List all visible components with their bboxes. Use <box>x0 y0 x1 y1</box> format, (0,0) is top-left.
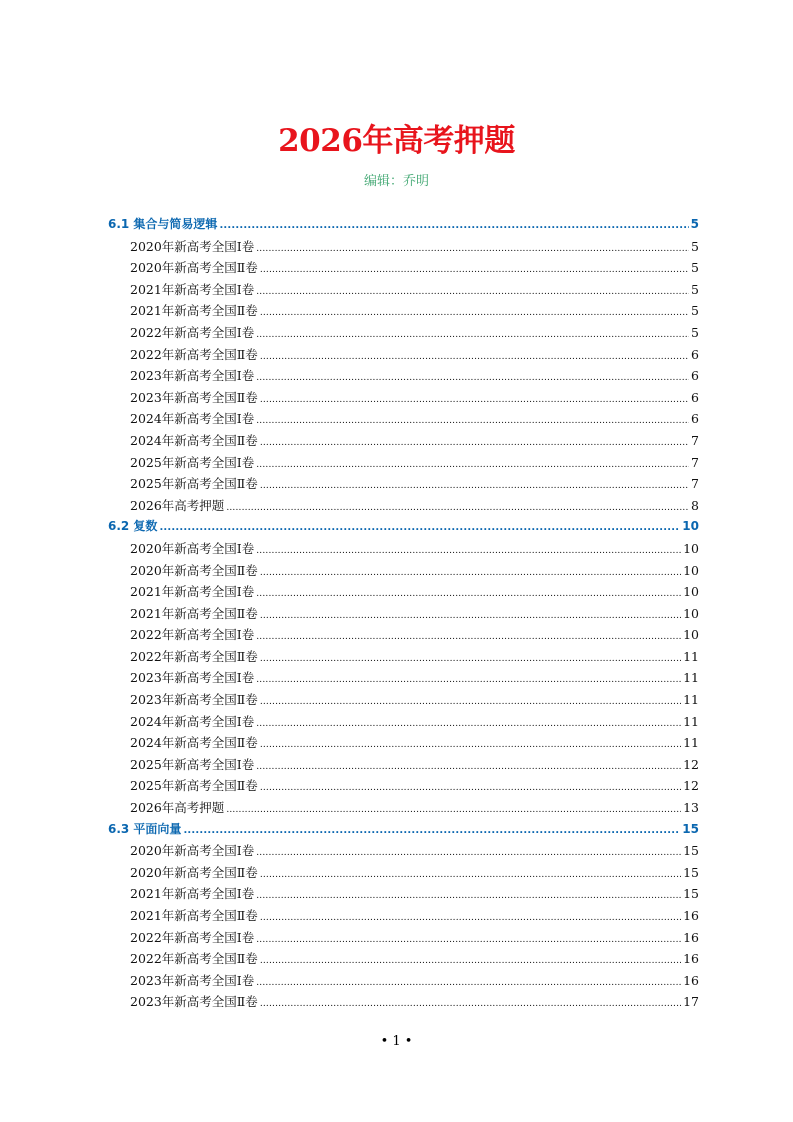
toc-page-number: 5 <box>691 238 699 254</box>
toc-page-number: 15 <box>683 864 699 880</box>
toc-label: 6.3 平面向量 <box>108 821 182 836</box>
toc-page-number: 12 <box>683 756 699 772</box>
toc-label: 2021年新高考全国Ⅱ卷 <box>130 908 258 923</box>
toc-section-link[interactable] <box>108 516 699 538</box>
toc-dot-leader <box>256 670 681 692</box>
toc-label: 2022年新高考全国Ⅰ卷 <box>130 627 255 643</box>
toc-dot-leader <box>256 239 689 261</box>
toc-label: 2024年新高考全国Ⅱ卷 <box>130 432 258 448</box>
toc-label: 2026年高考押题 <box>130 800 225 816</box>
toc-dot-leader <box>219 215 688 237</box>
toc-entry-link[interactable] <box>108 862 699 884</box>
toc-entry-link[interactable] <box>108 689 699 711</box>
toc-page-number: 15 <box>683 886 699 902</box>
toc-entry-link[interactable] <box>108 300 699 322</box>
toc-entry-link[interactable] <box>108 667 699 689</box>
toc-dot-leader <box>256 325 689 347</box>
toc-dot-leader <box>260 433 689 455</box>
toc-dot-leader <box>260 390 689 412</box>
editor-credit: 编辑：乔明 <box>363 174 429 189</box>
toc-entry-link[interactable] <box>108 430 699 452</box>
toc-page-number: 16 <box>683 972 699 988</box>
toc-page-number: 5 <box>690 217 699 231</box>
toc-label: 2023年新高考全国Ⅰ卷 <box>130 972 255 988</box>
toc-entry-link[interactable] <box>108 344 699 366</box>
toc-entry-link[interactable] <box>108 970 699 992</box>
toc-entry-link[interactable] <box>108 646 699 668</box>
toc-page-number: 15 <box>683 843 699 859</box>
toc-label: 2020年新高考全国Ⅰ卷 <box>130 540 255 556</box>
toc-dot-leader <box>260 908 681 930</box>
toc-dot-leader <box>260 994 681 1016</box>
toc-entry-link[interactable] <box>108 236 699 258</box>
toc-page-number: 10 <box>683 540 699 556</box>
toc-label: 2024年新高考全国Ⅱ卷 <box>130 735 258 751</box>
toc-entry-link[interactable] <box>108 322 699 344</box>
toc-dot-leader <box>260 649 681 671</box>
toc-entry-link[interactable] <box>108 797 699 819</box>
table-of-contents <box>108 214 699 1013</box>
toc-page-number: 10 <box>683 627 699 643</box>
toc-label: 2021年新高考全国Ⅱ卷 <box>130 605 258 621</box>
toc-section-link[interactable] <box>108 214 699 236</box>
toc-dot-leader <box>260 347 689 369</box>
toc-dot-leader <box>256 455 689 477</box>
toc-page-number: 16 <box>683 929 699 945</box>
toc-label: 2022年新高考全国Ⅱ卷 <box>130 648 258 664</box>
toc-entry-link[interactable] <box>108 408 699 430</box>
toc-entry-link[interactable] <box>108 473 699 495</box>
toc-entry-link[interactable] <box>108 538 699 560</box>
toc-entry-link[interactable] <box>108 560 699 582</box>
toc-dot-leader <box>256 541 681 563</box>
toc-page-number: 10 <box>683 584 699 600</box>
toc-page-number: 10 <box>683 562 699 578</box>
toc-entry-link[interactable] <box>108 365 699 387</box>
toc-page-number: 16 <box>683 951 699 967</box>
toc-label: 2020年新高考全国Ⅱ卷 <box>130 864 258 880</box>
toc-label: 2025年新高考全国Ⅱ卷 <box>130 476 258 492</box>
toc-page-number: 11 <box>683 692 699 708</box>
toc-dot-leader <box>260 260 689 282</box>
page-number: • 1 • <box>380 1034 413 1049</box>
toc-entry-link[interactable] <box>108 257 699 279</box>
toc-label: 2020年新高考全国Ⅱ卷 <box>130 562 258 578</box>
toc-dot-leader <box>256 886 681 908</box>
toc-dot-leader <box>260 692 681 714</box>
toc-page-number: 15 <box>682 821 699 836</box>
toc-label: 2022年新高考全国Ⅱ卷 <box>130 951 258 967</box>
toc-page-number: 7 <box>691 454 699 470</box>
toc-page-number: 6 <box>691 346 699 362</box>
toc-page-number: 16 <box>683 908 699 923</box>
toc-entry-link[interactable] <box>108 387 699 409</box>
toc-entry-link[interactable] <box>108 711 699 733</box>
toc-label: 2021年新高考全国Ⅰ卷 <box>130 584 255 600</box>
toc-page-number: 13 <box>683 800 699 816</box>
toc-page-number: 11 <box>683 735 699 751</box>
toc-label: 6.1 集合与简易逻辑 <box>108 217 218 231</box>
toc-label: 2022年新高考全国Ⅰ卷 <box>130 929 255 945</box>
toc-page-number: 6 <box>691 389 699 405</box>
toc-page-number: 10 <box>682 519 699 534</box>
toc-label: 2023年新高考全国Ⅱ卷 <box>130 389 258 405</box>
toc-dot-leader <box>260 735 681 757</box>
toc-page-number: 8 <box>691 497 699 513</box>
toc-dot-leader <box>256 584 681 606</box>
toc-label: 2026年高考押题 <box>130 497 225 513</box>
toc-label: 2024年新高考全国Ⅰ卷 <box>130 713 255 729</box>
toc-label: 6.2 复数 <box>108 519 158 534</box>
toc-page-number: 11 <box>683 648 699 664</box>
toc-dot-leader <box>226 498 689 520</box>
toc-label: 2025年新高考全国Ⅰ卷 <box>130 454 255 470</box>
toc-dot-leader <box>256 973 681 995</box>
toc-page-number: 12 <box>683 778 699 794</box>
toc-label: 2021年新高考全国Ⅱ卷 <box>130 303 258 319</box>
toc-page-number: 6 <box>691 411 699 427</box>
toc-label: 2023年新高考全国Ⅱ卷 <box>130 692 258 708</box>
toc-dot-leader <box>256 627 681 649</box>
toc-page-number: 5 <box>691 281 699 297</box>
toc-dot-leader <box>260 951 681 973</box>
toc-dot-leader <box>226 800 681 822</box>
toc-entry-link[interactable] <box>108 991 699 1013</box>
toc-page-number: 11 <box>683 670 699 686</box>
toc-label: 2022年新高考全国Ⅱ卷 <box>130 346 258 362</box>
toc-page-number: 11 <box>683 713 699 729</box>
toc-entry-link[interactable] <box>108 495 699 517</box>
toc-page-number: 7 <box>691 476 699 492</box>
toc-dot-leader <box>260 606 681 628</box>
toc-page-number: 5 <box>691 260 699 276</box>
toc-dot-leader <box>260 865 681 887</box>
toc-entry-link[interactable] <box>108 279 699 301</box>
toc-label: 2023年新高考全国Ⅱ卷 <box>130 994 258 1010</box>
toc-dot-leader <box>256 411 689 433</box>
toc-page-number: 6 <box>691 368 699 384</box>
document-title: 2026年高考押题 <box>278 123 515 159</box>
toc-section-link[interactable] <box>108 819 699 841</box>
toc-entry-link[interactable] <box>108 581 699 603</box>
toc-dot-leader <box>183 820 680 842</box>
toc-dot-leader <box>256 282 689 304</box>
toc-dot-leader <box>256 843 681 865</box>
toc-dot-leader <box>260 476 689 498</box>
toc-label: 2025年新高考全国Ⅱ卷 <box>130 778 258 794</box>
toc-dot-leader <box>256 714 681 736</box>
toc-entry-link[interactable] <box>108 624 699 646</box>
toc-page-number: 7 <box>691 432 699 448</box>
toc-dot-leader <box>256 368 689 390</box>
toc-entry-link[interactable] <box>108 905 699 927</box>
toc-label: 2020年新高考全国Ⅱ卷 <box>130 260 258 276</box>
toc-label: 2023年新高考全国Ⅰ卷 <box>130 368 255 384</box>
toc-dot-leader <box>260 778 681 800</box>
toc-label: 2020年新高考全国Ⅰ卷 <box>130 238 255 254</box>
toc-label: 2025年新高考全国Ⅰ卷 <box>130 756 255 772</box>
toc-dot-leader <box>159 517 680 539</box>
toc-dot-leader <box>260 303 689 325</box>
toc-label: 2021年新高考全国Ⅰ卷 <box>130 886 255 902</box>
toc-page-number: 5 <box>691 303 699 319</box>
toc-label: 2020年新高考全国Ⅰ卷 <box>130 843 255 859</box>
toc-entry-link[interactable] <box>108 603 699 625</box>
toc-entry-link[interactable] <box>108 452 699 474</box>
toc-dot-leader <box>256 930 681 952</box>
toc-entry-link[interactable] <box>108 948 699 970</box>
toc-entry-link[interactable] <box>108 732 699 754</box>
toc-dot-leader <box>260 563 681 585</box>
toc-page-number: 5 <box>691 324 699 340</box>
toc-entry-link[interactable] <box>108 754 699 776</box>
toc-label: 2022年新高考全国Ⅰ卷 <box>130 324 255 340</box>
toc-dot-leader <box>256 757 681 779</box>
toc-entry-link[interactable] <box>108 883 699 905</box>
toc-page-number: 17 <box>683 994 699 1010</box>
toc-entry-link[interactable] <box>108 775 699 797</box>
toc-entry-link[interactable] <box>108 927 699 949</box>
toc-label: 2023年新高考全国Ⅰ卷 <box>130 670 255 686</box>
toc-label: 2024年新高考全国Ⅰ卷 <box>130 411 255 427</box>
toc-page-number: 10 <box>683 605 699 621</box>
toc-entry-link[interactable] <box>108 840 699 862</box>
toc-label: 2021年新高考全国Ⅰ卷 <box>130 281 255 297</box>
